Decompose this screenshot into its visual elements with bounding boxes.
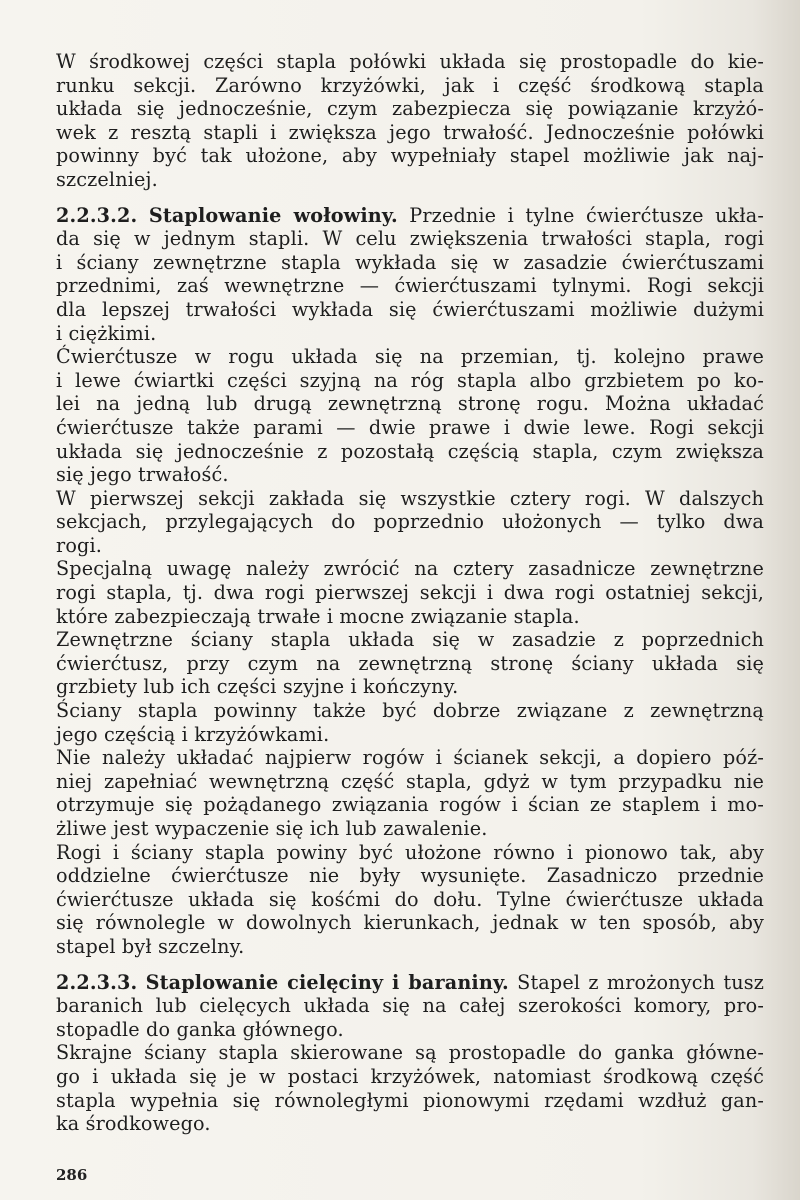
text-line: ćwierćtusz, przy czym na zewnętrzną stronę ściany układa się — [56, 651, 764, 675]
paragraph-gap — [56, 192, 764, 204]
text-line: układa się jednocześnie, czym zabezpiecza się powiązanie krzyżó- — [56, 97, 764, 121]
text-line: i ciężkimi. — [56, 321, 157, 345]
text-line: Ćwierćtusze w rogu układa się na przemian, tj. kolejno prawe — [56, 345, 764, 369]
text-line: lei na jedną lub drugą zewnętrzną stronę rogu. Można układać — [56, 392, 764, 416]
text-line: Specjalną uwagę należy zwrócić na cztery zasadnicze zewnętrzne — [56, 557, 764, 581]
text-line: niej zapełniać wewnętrzną część stapla, gdyż w tym przypadku nie — [56, 769, 764, 793]
text-line: ćwierćtusze także parami — dwie prawe i dwie lewe. Rogi sekcji — [56, 415, 764, 439]
text-line: Ściany stapla powinny także być dobrze związane z zewnętrzną — [56, 699, 764, 723]
text-line: runku sekcji. Zarówno krzyżówki, jak i część środkową stapla — [56, 73, 764, 97]
section-number: 2.2.3.2. — [56, 203, 138, 227]
text-line: grzbiety lub ich części szyjne i kończyny. — [56, 675, 459, 699]
text-line: rogi stapla, tj. dwa rogi pierwszej sekcji i dwa rogi ostatniej sekcji, — [56, 581, 764, 605]
paragraph-gap — [56, 959, 764, 971]
text-line: go i układa się je w postaci krzyżówek, natomiast środkową część — [56, 1064, 764, 1088]
text-line: i ściany zewnętrzne stapla wykłada się w zasadzie ćwierćtuszami — [56, 250, 764, 274]
text-line: otrzymuje się pożądanego związania rogów i ścian ze staplem i mo- — [56, 793, 764, 817]
text-line: W środkowej części stapla połówki układa się prostopadle do kie- — [56, 50, 764, 73]
text-line: Skrajne ściany stapla skierowane są prostopadle do ganka główne- — [56, 1041, 764, 1065]
text-line: Nie należy układać najpierw rogów i ścianek sekcji, a dopiero póź- — [56, 746, 764, 770]
text-line: oddzielne ćwierćtusze nie były wysunięte. Zasadniczo przednie — [56, 864, 764, 888]
text-line: ćwierćtusze układa się kośćmi do dołu. Tylne ćwierćtusze układa — [56, 887, 764, 911]
text-line: szczelniej. — [56, 167, 158, 191]
section-lead-text: Przednie i tylne ćwierćtusze ukła- — [409, 203, 765, 227]
text-line: powinny być tak ułożone, aby wypełniały stapel możliwie jak naj- — [56, 144, 764, 168]
page-number: 286 — [56, 1166, 88, 1184]
text-line: żliwe jest wypaczenie się ich lub zawalenie. — [56, 817, 488, 840]
text-line: dla lepszej trwałości wykłada się ćwierćtuszami możliwie dużymi — [56, 297, 764, 321]
section-title: Staplowanie cielęciny i baraniny. — [145, 970, 509, 994]
text-line: się jego trwałość. — [56, 463, 229, 487]
section-title: Staplowanie wołowiny. — [148, 203, 398, 227]
text-line: baranich lub cielęcych układa się na całej szerokości komory, pro- — [56, 994, 764, 1018]
text-line: stapel był szczelny. — [56, 934, 245, 958]
section-lead-text: Stapel z mrożonych tusz — [517, 970, 764, 994]
section-heading-line — [56, 204, 764, 228]
text-line: jego częścią i krzyżówkami. — [56, 722, 330, 746]
text-line: ka środkowego. — [56, 1112, 211, 1136]
text-line: wek z resztą stapli i zwiększa jego trwałość. Jednocześnie połówki — [56, 120, 764, 144]
text-line: przednimi, zaś wewnętrzne — ćwierćtuszami tylnymi. Rogi sekcji — [56, 274, 764, 298]
text-line: da się w jednym stapli. W celu zwiększenia trwałości stapla, rogi — [56, 227, 764, 251]
text-line: rogi. — [56, 533, 102, 557]
text-line: W pierwszej sekcji zakłada się wszystkie cztery rogi. W dalszych — [56, 486, 764, 510]
text-line: Rogi i ściany stapla powiny być ułożone równo i pionowo tak, aby — [56, 840, 764, 864]
text-line: stopadle do ganka głównego. — [56, 1017, 344, 1041]
page-body-text — [56, 50, 764, 1136]
text-line: które zabezpieczają trwałe i mocne związanie stapla. — [56, 604, 580, 628]
text-line: układa się jednocześnie z pozostałą częścią stapla, czym zwiększa — [56, 439, 764, 463]
text-line: stapla wypełnia się równoległymi pionowymi rzędami wzdłuż gan- — [56, 1088, 764, 1112]
text-line: i lewe ćwiartki części szyjną na róg stapla albo grzbietem po ko- — [56, 368, 764, 392]
text-line: się równolegle w dowolnych kierunkach, jednak w ten sposób, aby — [56, 911, 764, 935]
section-heading-line — [56, 971, 764, 995]
section-number: 2.2.3.3. — [56, 970, 138, 994]
text-line: sekcjach, przylegających do poprzednio ułożonych — tylko dwa — [56, 510, 764, 534]
text-line: Zewnętrzne ściany stapla układa się w zasadzie z poprzednich — [56, 628, 764, 652]
